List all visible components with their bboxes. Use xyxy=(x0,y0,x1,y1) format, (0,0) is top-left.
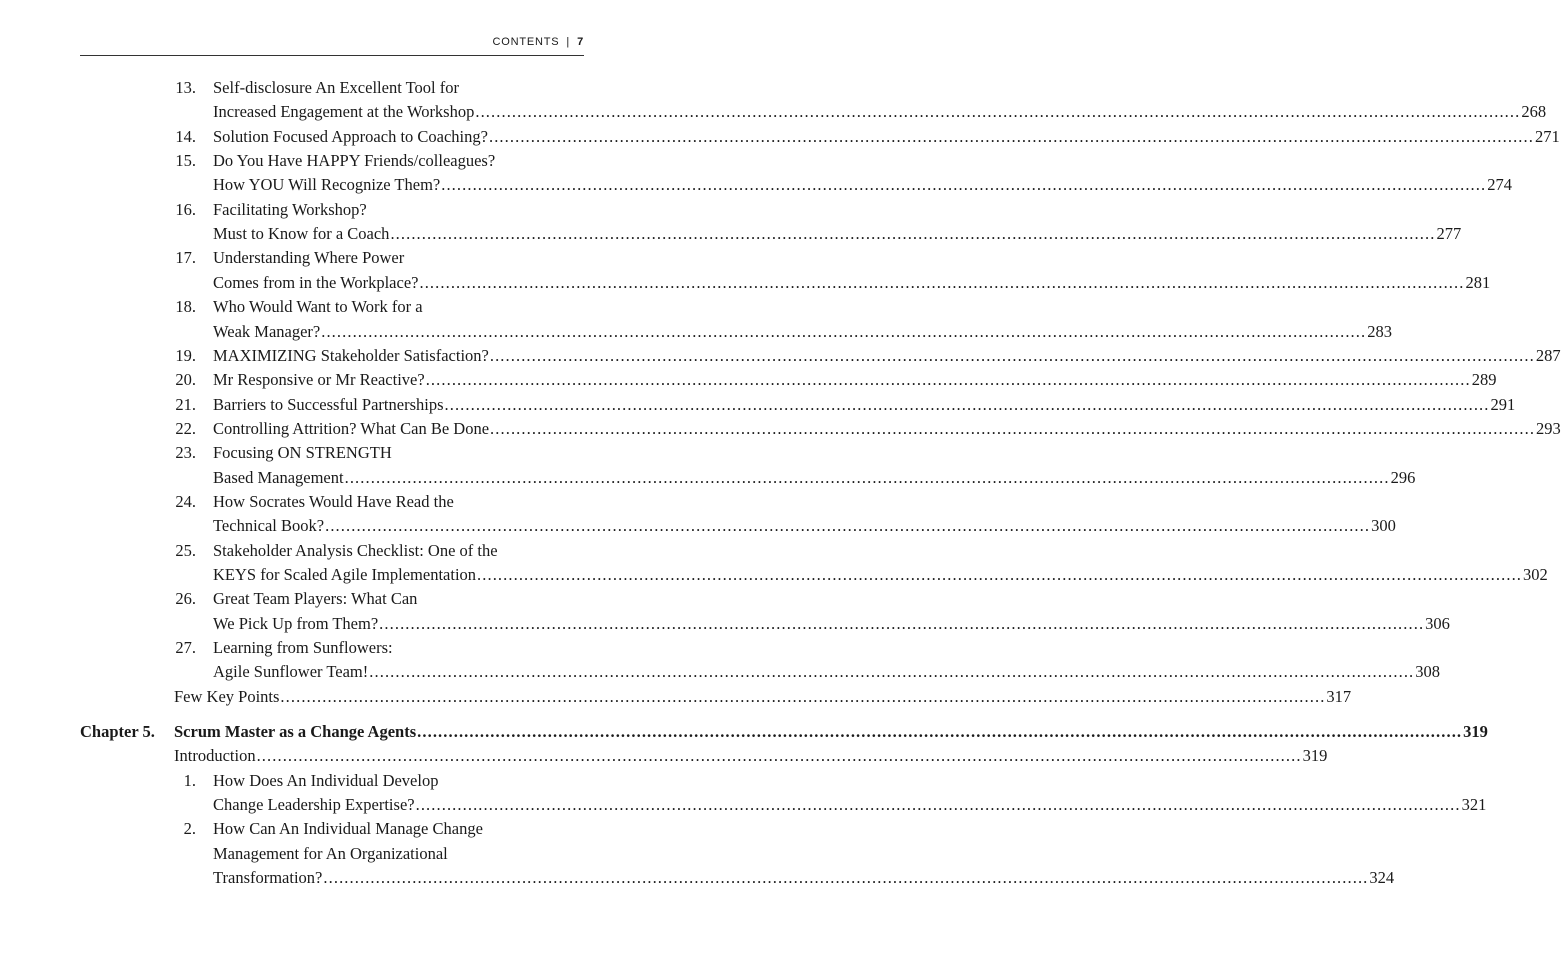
page-number: 306 xyxy=(1425,613,1450,633)
header-label: CONTENTS xyxy=(492,36,560,48)
page-number: 319 xyxy=(1302,746,1328,766)
dot-leader: ........................................................................................................................................................................................................ xyxy=(323,868,1369,888)
page-number: 308 xyxy=(1415,662,1441,682)
toc-entry xyxy=(213,295,584,319)
page-number: 274 xyxy=(1487,175,1512,195)
toc-entry xyxy=(213,660,1441,684)
entry-number: 18. xyxy=(175,297,196,317)
toc-entry xyxy=(213,198,584,222)
entry-text: Focusing ON STRENGTH xyxy=(213,443,392,463)
entry-text: Comes from in the Workplace? xyxy=(213,272,419,292)
entry-number: 20. xyxy=(175,370,196,390)
entry-number: 21. xyxy=(175,394,196,414)
page-number: 324 xyxy=(1369,868,1395,888)
dot-leader: ........................................................................................................................................................................................................ xyxy=(369,662,1415,682)
entry-number: 15. xyxy=(175,151,196,171)
entry-text: Mr Responsive or Mr Reactive? xyxy=(213,370,425,390)
entry-text: Technical Book? xyxy=(213,516,325,536)
entry-text: Transformation? xyxy=(213,868,323,888)
entry-number: 17. xyxy=(175,248,196,268)
entry-text: KEYS for Scaled Agile Implementation xyxy=(213,565,477,584)
page-number: 293 xyxy=(1536,418,1561,438)
page-number: 271 xyxy=(1534,126,1560,146)
toc-entry xyxy=(213,793,1487,817)
dot-leader: ........................................................................................................................................................................................................ xyxy=(344,467,1390,487)
dot-leader: ........................................................................................................................................................................................................ xyxy=(489,345,1535,365)
entry-text: Change Leadership Expertise? xyxy=(213,795,415,815)
entry-text: Introduction xyxy=(174,746,256,766)
header-separator: | xyxy=(566,36,571,48)
entry-number: 23. xyxy=(175,443,196,463)
entry-text: Self-disclosure An Excellent Tool for xyxy=(213,78,459,97)
page-number: 317 xyxy=(1326,686,1352,706)
entry-number: 26. xyxy=(175,589,196,609)
toc-entry xyxy=(213,76,584,100)
dot-leader: ........................................................................................................................................................................................................ xyxy=(280,686,1326,706)
dot-leader: ........................................................................................................................................................................................................ xyxy=(417,722,1463,742)
toc-entry xyxy=(213,173,1512,197)
dot-leader: ........................................................................................................................................................................................................ xyxy=(475,102,1521,122)
toc-entry xyxy=(213,817,584,841)
dot-leader: ........................................................................................................................................................................................................ xyxy=(425,370,1471,390)
toc-entry xyxy=(213,769,584,793)
entry-text: Do You Have HAPPY Friends/colleagues? xyxy=(213,151,496,171)
dot-leader: ........................................................................................................................................................................................................ xyxy=(441,175,1487,195)
dot-leader: ........................................................................................................................................................................................................ xyxy=(415,795,1461,815)
entry-text: Management for An Organizational xyxy=(213,843,448,863)
dot-leader: ........................................................................................................................................................................................................ xyxy=(477,565,1523,584)
toc-entry-few-key-points xyxy=(174,685,1352,709)
toc-entry xyxy=(213,100,1547,124)
entry-number: 2. xyxy=(183,819,196,839)
dot-leader: ........................................................................................................................................................................................................ xyxy=(490,418,1536,438)
entry-text: How YOU Will Recognize Them? xyxy=(213,175,441,195)
entry-number: 25. xyxy=(175,540,196,560)
entry-number: 19. xyxy=(175,345,196,365)
entry-text: Increased Engagement at the Workshop xyxy=(213,102,475,122)
entry-text: Learning from Sunflowers: xyxy=(213,638,393,658)
entry-number: 22. xyxy=(175,418,196,438)
toc-entry xyxy=(213,866,1395,890)
page-number: 300 xyxy=(1371,516,1396,536)
toc-entry xyxy=(213,149,584,173)
page-number: 291 xyxy=(1490,394,1516,414)
toc-entry xyxy=(213,466,1416,490)
dot-leader: ........................................................................................................................................................................................................ xyxy=(256,746,1302,766)
entry-number: 16. xyxy=(175,199,196,219)
toc-entry xyxy=(213,636,584,660)
toc-entry xyxy=(213,222,1462,246)
entry-text: Solution Focused Approach to Coaching? xyxy=(213,126,488,146)
entry-text: Barriers to Successful Partnerships xyxy=(213,394,444,414)
toc-entry xyxy=(213,441,584,465)
toc-entry xyxy=(213,393,1516,417)
entry-number: 13. xyxy=(175,78,196,97)
page-number: 289 xyxy=(1471,370,1497,390)
dot-leader: ........................................................................................................................................................................................................ xyxy=(379,613,1425,633)
toc-entry xyxy=(213,842,584,866)
entry-number: 1. xyxy=(183,770,196,790)
page-number: 283 xyxy=(1367,321,1392,341)
page-number: 281 xyxy=(1465,272,1491,292)
entry-text: Agile Sunflower Team! xyxy=(213,662,369,682)
entry-text: MAXIMIZING Stakeholder Satisfaction? xyxy=(213,345,489,365)
toc-entry xyxy=(213,125,1560,149)
entry-text: Stakeholder Analysis Checklist: One of the xyxy=(213,540,498,560)
entry-text: Must to Know for a Coach xyxy=(213,224,390,244)
dot-leader: ........................................................................................................................................................................................................ xyxy=(444,394,1490,414)
entry-text: Based Management xyxy=(213,467,344,487)
page-number: 296 xyxy=(1390,467,1416,487)
toc-entry xyxy=(213,539,584,563)
toc-entry-introduction xyxy=(174,744,1328,768)
entry-number: 27. xyxy=(175,638,196,658)
page-number: 287 xyxy=(1535,345,1561,365)
toc-entry xyxy=(213,514,1396,538)
entry-text: Scrum Master as a Change Agents xyxy=(174,722,417,742)
entry-text: Who Would Want to Work for a xyxy=(213,297,423,317)
entry-text: Controlling Attrition? What Can Be Done xyxy=(213,418,490,438)
toc-entry xyxy=(213,587,584,611)
entry-text: How Does An Individual Develop xyxy=(213,770,439,790)
toc-entry xyxy=(213,271,1491,295)
entry-text: Great Team Players: What Can xyxy=(213,589,418,609)
entry-text: Facilitating Workshop? xyxy=(213,199,367,219)
toc-entry xyxy=(213,320,1392,344)
header-page-number: 7 xyxy=(577,36,584,48)
toc-entry xyxy=(213,246,584,270)
dot-leader: ........................................................................................................................................................................................................ xyxy=(419,272,1465,292)
chapter-title xyxy=(174,720,1488,744)
page-number: 268 xyxy=(1521,102,1547,122)
page-number: 321 xyxy=(1461,795,1487,815)
toc-entry xyxy=(213,368,1497,392)
toc-entry xyxy=(213,417,1561,441)
dot-leader: ........................................................................................................................................................................................................ xyxy=(488,126,1534,146)
dot-leader: ........................................................................................................................................................................................................ xyxy=(321,321,1367,341)
entry-text: Few Key Points xyxy=(174,686,280,706)
toc-entry xyxy=(213,490,584,514)
entry-text: We Pick Up from Them? xyxy=(213,613,379,633)
entry-text: Understanding Where Power xyxy=(213,248,405,268)
entry-number: 14. xyxy=(175,126,196,146)
page-number: 302 xyxy=(1523,565,1548,584)
entry-number: 24. xyxy=(175,491,196,511)
toc-entry xyxy=(213,563,1548,587)
toc-entry xyxy=(213,612,1450,636)
chapter-label: Chapter 5. xyxy=(80,722,155,742)
page-number: 319 xyxy=(1463,722,1488,742)
page-number: 277 xyxy=(1436,224,1462,244)
dot-leader: ........................................................................................................................................................................................................ xyxy=(325,516,1371,536)
toc-entry xyxy=(213,344,1561,368)
entry-text: How Can An Individual Manage Change xyxy=(213,819,483,839)
dot-leader: ........................................................................................................................................................................................................ xyxy=(390,224,1436,244)
entry-text: Weak Manager? xyxy=(213,321,321,341)
entry-text: How Socrates Would Have Read the xyxy=(213,491,454,511)
